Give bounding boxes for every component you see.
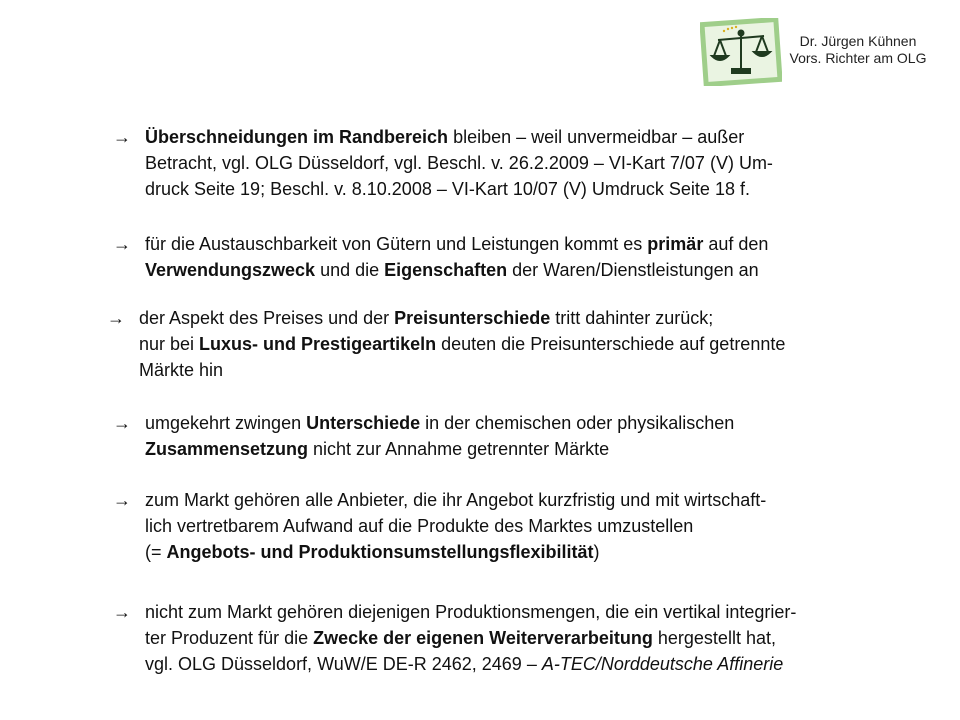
bullet-anbieter	[113, 487, 766, 565]
bullet-line: Märkte hin	[139, 360, 224, 380]
author-title: Vors. Richter am OLG	[789, 50, 927, 66]
bullet-zusammensetzung	[113, 410, 734, 462]
author-name: Dr. Jürgen Kühnen	[799, 33, 917, 49]
arrow-icon: →	[113, 234, 131, 254]
scales-of-justice-icon	[700, 18, 782, 86]
bullet-produktionsmengen	[113, 599, 796, 677]
arrow-icon: →	[113, 490, 131, 510]
bullet-line: → nicht zum Markt gehören diejenigen Produktionsmengen, die ein vertikal integrier-	[113, 599, 796, 625]
arrow-icon: →	[113, 602, 131, 622]
bullet-line: (= Angebots- und Produktionsumstellungsflexibilität)	[145, 542, 600, 562]
bullet-line: druck Seite 19; Beschl. v. 8.10.2008 – VI-Kart 10/07 (V) Umdruck Seite 18 f.	[145, 179, 750, 199]
bullet-line: Zusammensetzung nicht zur Annahme getrennter Märkte	[145, 439, 610, 459]
bullet-line: Betracht, vgl. OLG Düsseldorf, vgl. Beschl. v. 26.2.2009 – VI-Kart 7/07 (V) Um-	[145, 153, 773, 173]
arrow-icon: →	[113, 413, 131, 433]
bullet-line: Verwendungszweck und die Eigenschaften der Waren/Dienstleistungen an	[145, 260, 759, 280]
bullet-line: → umgekehrt zwingen Unterschiede in der chemischen oder physikalischen	[113, 410, 734, 436]
bullet-line: ter Produzent für die Zwecke der eigenen Weiterverarbeitung hergestellt hat,	[145, 628, 776, 648]
bullet-preisunterschiede	[107, 305, 785, 383]
bullet-line: → der Aspekt des Preises und der Preisunterschiede tritt dahinter zurück;	[107, 305, 785, 331]
bullet-line: vgl. OLG Düsseldorf, WuW/E DE-R 2462, 2469 – A-TEC/Norddeutsche Affinerie	[145, 654, 784, 674]
bullet-line: → Überschneidungen im Randbereich bleiben – weil unvermeidbar – außer	[113, 124, 773, 150]
arrow-icon: →	[107, 308, 125, 328]
bullet-line: → für die Austauschbarkeit von Gütern und Leistungen kommt es primär auf den	[113, 231, 768, 257]
bullet-line: → zum Markt gehören alle Anbieter, die ihr Angebot kurzfristig und mit wirtschaft-	[113, 487, 766, 513]
author-info	[778, 33, 938, 67]
bullet-austauschbarkeit	[113, 231, 768, 283]
bullet-line: lich vertretbarem Aufwand auf die Produkte des Marktes umzustellen	[145, 516, 694, 536]
arrow-icon: →	[113, 127, 131, 147]
bullet-randbereich	[113, 124, 773, 202]
bullet-line: nur bei Luxus- und Prestigeartikeln deuten die Preisunterschiede auf getrennte	[139, 334, 786, 354]
